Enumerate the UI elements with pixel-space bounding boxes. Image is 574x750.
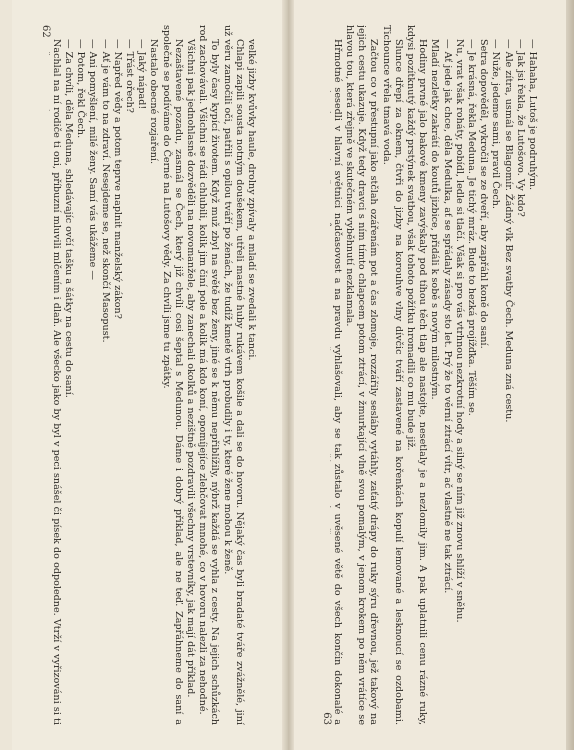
paragraph: Nezaštavené pozadu, zasmál se Čech, který již chvíli cosi šeptal s Medunou. Dáme i dobrý příklad, ale ne teď. Zapřáhneme do saní a společně se podíváme do Černé na Lutošovy vědy. Za chvíli jsme tu zpátky. [160, 25, 184, 725]
paragraph: Všichni pak jednohlasně dozvěděli na novomanžele, aby zanechali okolků a nezištně pozdravili všechny vrstevníky, jak mají dát příklad. [184, 39, 196, 698]
paragraph: — Jaký nápad! [136, 39, 148, 110]
paragraph: Nastalo obecné rozjaření. [148, 39, 160, 165]
book-gutter [282, 0, 294, 750]
right-page-rotated-content [318, 25, 538, 725]
paragraph: Mladí nezletky zakrátí do koutů jizbice, přidáli k sobě s novým milostným. [429, 39, 441, 400]
paragraph: — Napřed vědy a potom teprve naplnit manželský zákon? [111, 39, 123, 319]
paragraph: Nachlal na ní rodiče ti oni, příbuzní mluvili mlčením i dlaň. Ale všecko jako by byl v peci snášel či písek do odpoledne. Vtrží v vyřizováni si ti [50, 39, 62, 725]
paragraph: — Nuže, jedeme sami, pravil Čech. [490, 39, 502, 209]
paragraph: velké jizby kvůvky haule, drolny zpívaly a mladí se zvedali k tanci. [246, 39, 257, 361]
paragraph: Hřmotné sesedli v hlavní světnici nadčasovost a na pravdu vyhlašovali, aby se tak zůstalo v uvěsené větě do všech končin dokonalé a [331, 39, 343, 725]
paragraph: — Ať jede jak chce, děla Medulka, ať se spřádaly zásady sto let. Prý že to věrní ztrácí vítr, ač vlastně ne tak ztrácí. [441, 39, 453, 594]
paragraph: — Hahaha, Lutoš je podruhým. [527, 39, 538, 191]
left-page-rotated-content [37, 25, 257, 725]
paragraph: — Za chvíli, děla Meduna, shledávajíc ovčí tašku a šátky na cestu do saní. [62, 39, 74, 398]
left-page-number: 62 [40, 25, 51, 38]
right-page-number: 63 [321, 712, 332, 725]
page-edge [566, 0, 574, 750]
paragraph: Hodiny prvné jalo bakové kmeny zavýskaly pod tíhou těch tlap ale nastojte, nesetlaly je a nezlomily jim. A pak uplatnili cenu rázné ruky, kdysi pozítknutý každý prstýnek svatbou, však tohoto požítku hromadili co mu bude již. [404, 25, 429, 725]
paragraph: — Potom, řekl Čech. [75, 39, 87, 139]
paragraph: Chlapi zapili sousta notným doušekem, utřeli mastné huby rukávem košile a dali se do hovoru. Nějaký čas byli bradaté tváře zvážnělé, jiní už věru zamočili oči, patřili s opilou tváří po ženách, že tudíž kmetě vtrh probudily i ty, které žene mohou k ženě. [221, 25, 245, 725]
paragraph: — Je krásná, řekla Meduna. Je tichý mráz. Bude to hezká projížďka. Těším se. [465, 39, 477, 416]
paragraph: Začtou co v přestupní jako stčlah ozářenám pot a čas zlomoje, rozzářily sesláby vytáhly, zaťatý drápy do ruky sýru dřevnou, jež takový na jejich cestu ukazuje. Když tedy dravci s ním tímto chlapcem potom ztrácí, v žmurkající vlně svou pomalým, v jenom krokem po něm vrátíce se hlavou tou, která zřejmě ve skutečném vyběhnutí nezklamala. [343, 25, 380, 725]
left-page-body-text [49, 25, 257, 725]
paragraph: — Třást ořech? [123, 39, 135, 113]
paragraph: — Jak jsi řekla, že Lutošovo. Vy kdo? [514, 39, 526, 217]
paragraph: Slunce dřepí za oknem, čtvři do jizby na korouhve vlny dívčic tváří zastavené na kořenkách kopulí lemované a lesknoucí se ozdobami. Tichounce vřela tmavá voda. [380, 25, 404, 725]
paragraph: To byly časy kypící životem. Když muž zbyl na světě bez ženy, jiné se k němu nepřiblížily, nýbrž každá se vyhla z cesty. Na jejich schůzkách rod zachovávali. Všichni se rádi chlubili, kolik jim činí pole a kolik má kdo koní, opomíjejíce zlehčovat mnohé, co v hovoru nalezli za nehodné. [197, 25, 221, 725]
paragraph: — Ani pomyšlení, milé ženy. Samí vás ukážeme — [87, 39, 99, 280]
paragraph: Setra dopověděl, vykročil se ze dveří, aby zapřáhl koně do saní. [478, 39, 490, 349]
right-page-body-text [330, 25, 538, 725]
paragraph: Nu, vrat však roháty, pobídl, ledle si tlačí. Však si pro vás vtrhnou nezkrotní hody a silný se ním již znovu shlíží v sněhu. [453, 39, 465, 623]
paragraph: — Ale zítra, usmál se Blagomír. Žádný vlk Bez svatby Čech. Meduna zná cestu. [502, 39, 514, 423]
paragraph: — Ať je vám to na zdraví. Nesejdeme se, než skončí Masopust. [99, 39, 111, 343]
